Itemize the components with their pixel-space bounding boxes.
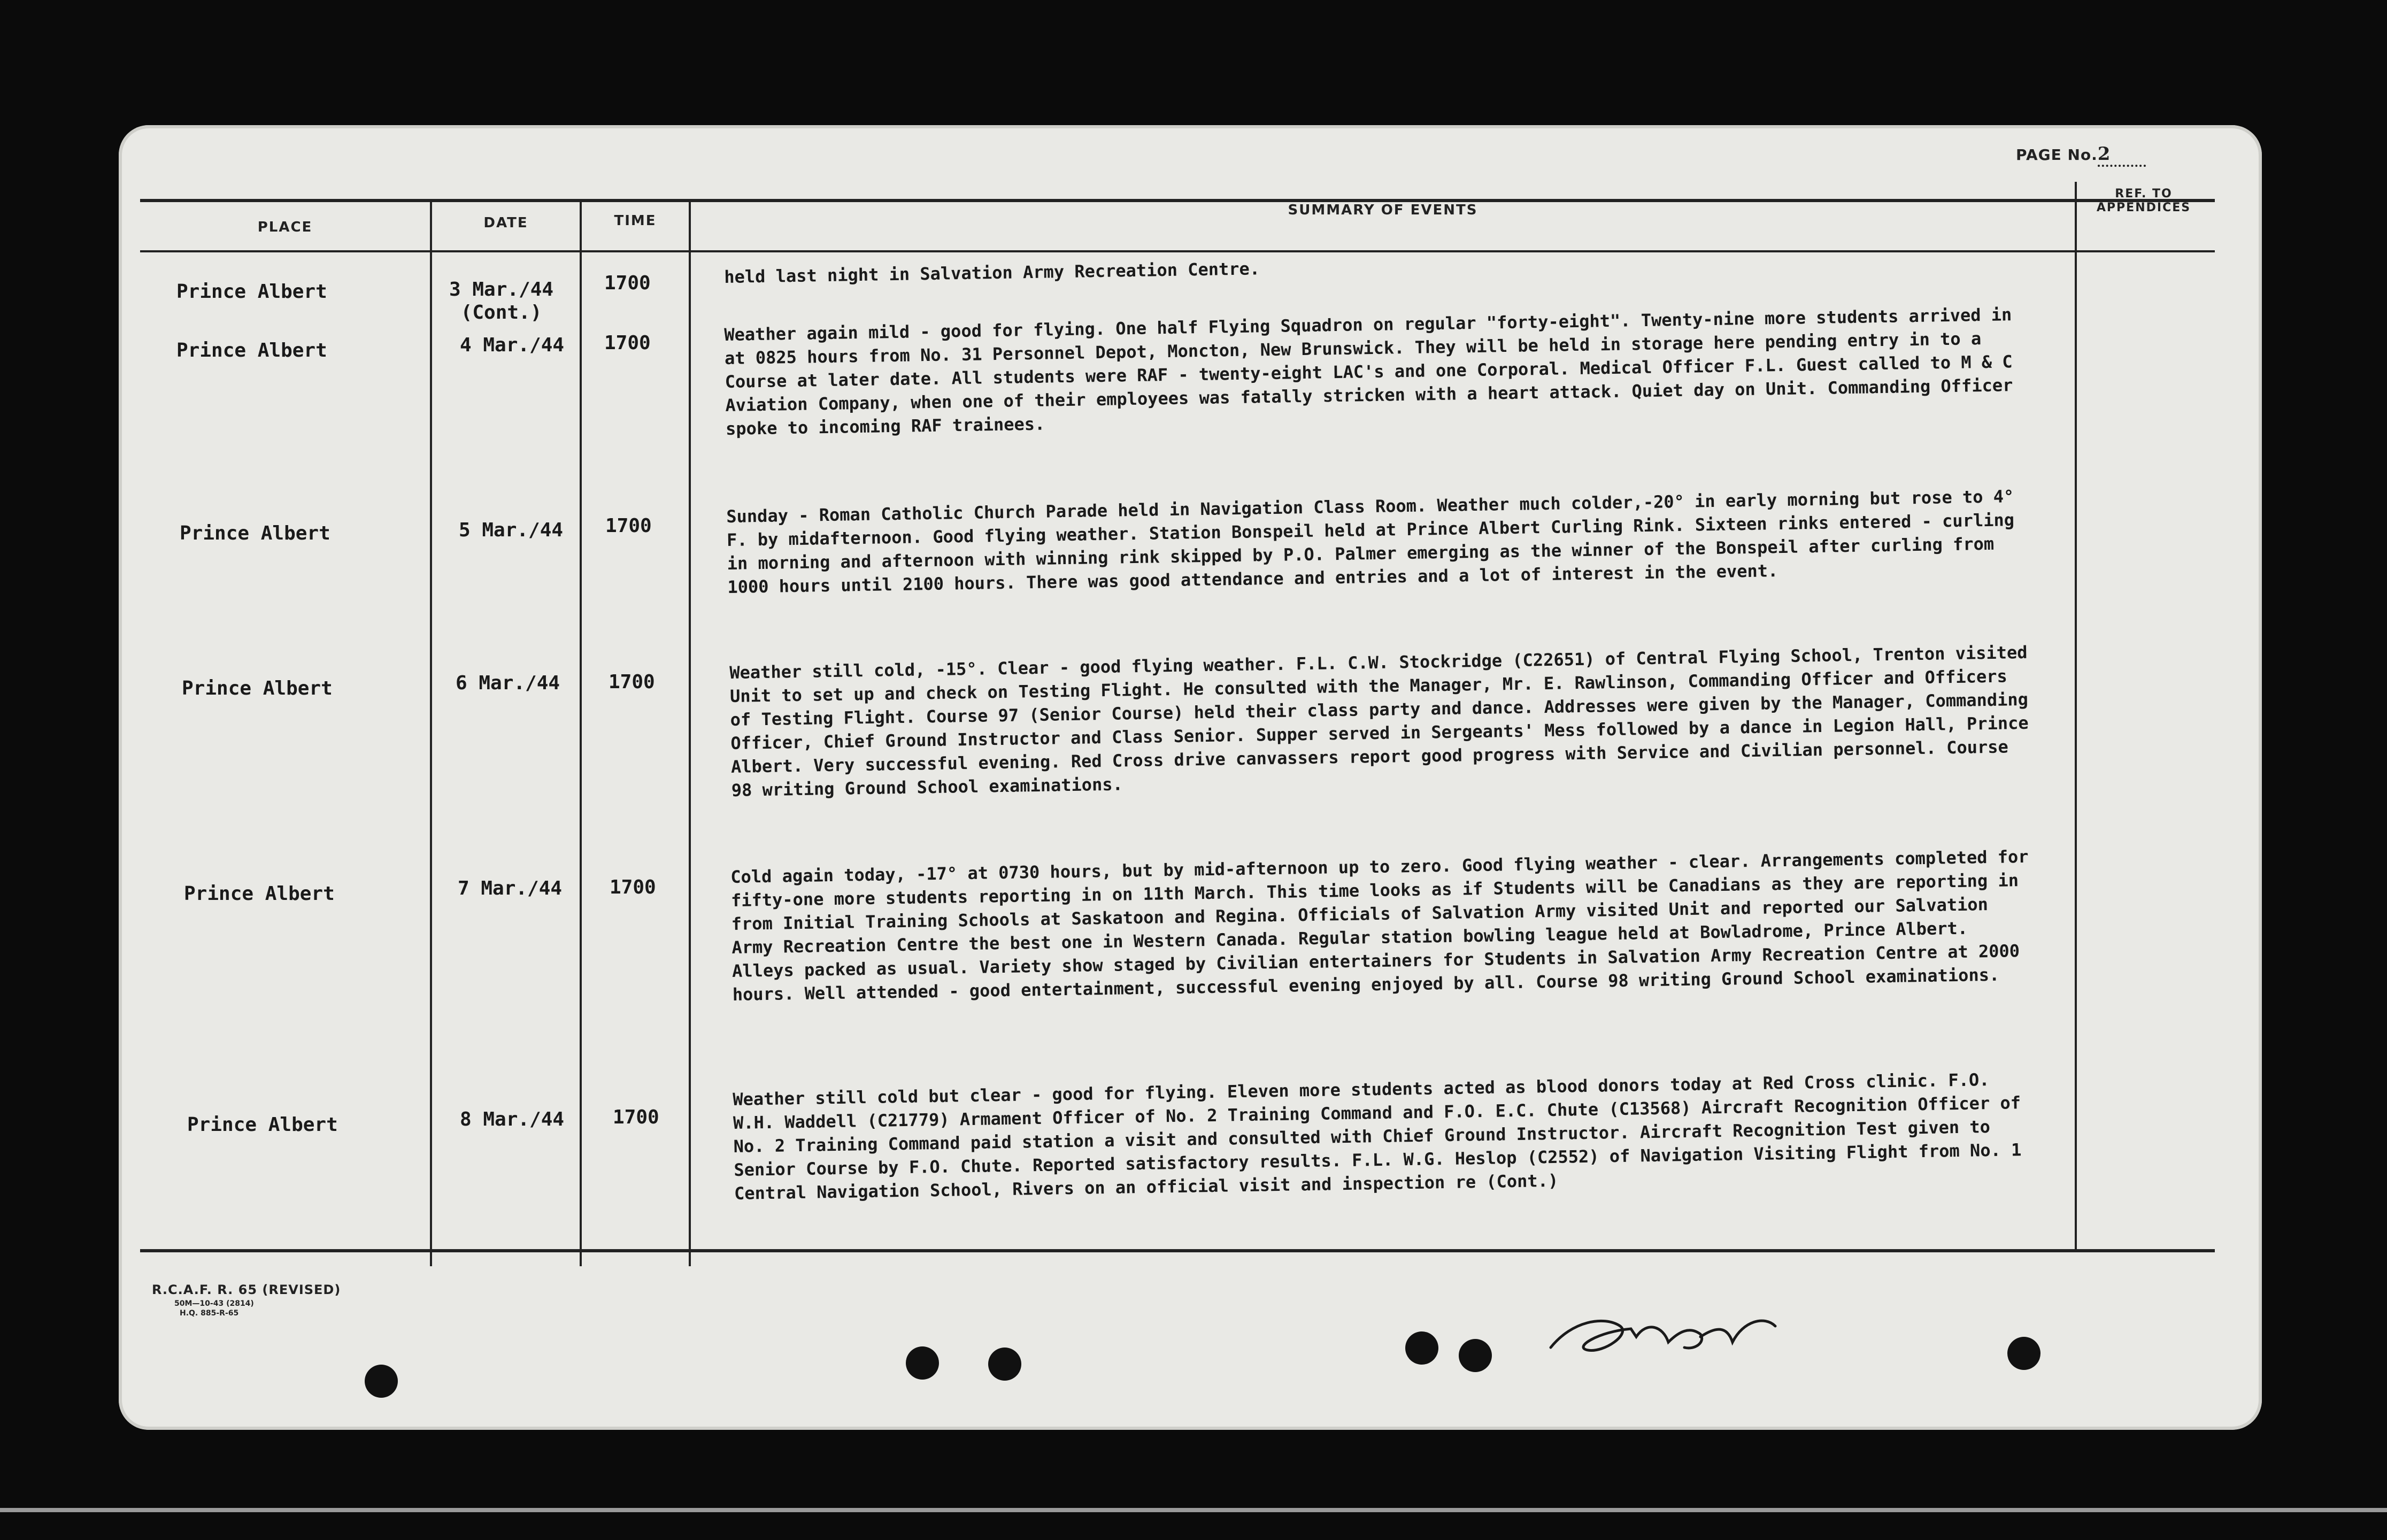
entry-date: 3 Mar./44 (Cont.) [449, 279, 554, 324]
entry-date: 4 Mar./44 [460, 334, 565, 356]
entry-summary: Sunday - Roman Catholic Church Parade held in Navigation Class Room. Weather much colder,-20° in early morning but rose to 4° F. by midafternoon. Good flying weather. Station Bonspeil held at Prince Albert Curling Rink. Sixteen rinks entered - curling in morning and afternoon with winning rink skipped by P.O. Palmer emerging as the winner of the Bonspeil after curling from 1000 hours until 2100 hours. There was good attendance and entries and a lot of interest in the event. [726, 486, 2015, 597]
form-print-run: 50M—10-43 (2814) [174, 1299, 254, 1308]
header-ref-appendices: REF. TO APPENDICES [2096, 187, 2191, 214]
entry-summary: held last night in Salvation Army Recreation Centre. [724, 258, 1260, 287]
entry-place: Prince Albert [176, 340, 327, 361]
header-place: PLACE [257, 219, 313, 235]
entry-place: Prince Albert [187, 1114, 338, 1136]
entry-place: Prince Albert [180, 522, 330, 544]
entry-time: 1700 [604, 332, 651, 354]
scanner-edge [0, 1508, 2387, 1512]
punch-hole [1459, 1339, 1492, 1372]
entry-time: 1700 [610, 876, 656, 898]
entry-time: 1700 [604, 272, 651, 294]
entry-date: 5 Mar./44 [459, 519, 564, 541]
form-identifier [152, 1282, 341, 1318]
form-number: R.C.A.F. R. 65 (REVISED) [152, 1282, 341, 1297]
entry-date: 8 Mar./44 [460, 1108, 565, 1130]
entry-time: 1700 [613, 1106, 659, 1128]
entry-time: 1700 [605, 515, 652, 537]
punch-hole [2007, 1337, 2040, 1370]
entry-summary: Weather still cold, -15°. Clear - good flying weather. F.L. C.W. Stockridge (C22651) of Central Flying School, Trenton visited Unit to set up and check on Testing Flight. He consulted with the Manager, Mr. E. Rawlinson, Commanding Officer and Officers of Testing Flight. Course 97 (Senior Course) held their class party and dance. Addresses were given by the Manager, Commanding Officer, Chief Ground Instructor and Class Senior. Supper served in Sergeants' Mess followed by a dance in Legion Hall, Prince Albert. Very successful evening. Red Cross drive canvassers report good progress with Service and Civilian personnel. Course 98 writing Ground School examinations. [729, 642, 2029, 800]
entry-summary: Cold again today, -17° at 0730 hours, but by mid-afternoon up to zero. Good flying weather - clear. Arrangements completed for fifty-one more students reporting in on 11th March. This time looks as if Students will be Canadians as they are reporting in from Initial Training Schools at Saskatoon and Regina. Officials of Salvation Army visited Unit and reported our Salvation Army Recreation Centre the best one in Western Canada. Regular station bowling league held at Bowladrome, Prince Albert. Alleys packed as usual. Variety show staged by Civilian entertainers for Students in Salvation Army Recreation Centre at 2000 hours. Well attended - good entertainment, successful evening enjoyed by all. Course 98 writing Ground School examinations. [730, 846, 2029, 1005]
entry-place: Prince Albert [176, 281, 327, 303]
table-bottom-rule [140, 1249, 2215, 1252]
punch-hole [365, 1365, 398, 1398]
entry-date: 7 Mar./44 [458, 877, 563, 899]
punch-hole [1405, 1331, 1438, 1365]
entry-place: Prince Albert [182, 677, 333, 699]
form-hq-ref: H.Q. 885-R-65 [180, 1309, 239, 1318]
page-number-value: 2 [2098, 143, 2146, 167]
page-number [2016, 143, 2146, 167]
col-divider-place-date [430, 199, 432, 1266]
header-date: DATE [483, 215, 528, 231]
entry-summary: Weather still cold but clear - good for flying. Eleven more students acted as blood donors today at Red Cross clinic. F.O. W.H. Waddell (C21779) Armament Officer of No. 2 Training Command and F.O. E.C. Chute (C13568) Aircraft Recognition Officer of No. 2 Training Command paid station a visit and consulted with Chief Ground Instructor. Aircraft Recognition Test given to Senior Course by F.O. Chute. Reported satisfactory results. F.L. W.G. Heslop (C2552) of Navigation Visiting Flight from No. 1 Central Navigation School, Rivers on an official visit and inspection re (Cont.) [733, 1069, 2022, 1204]
signature [1540, 1305, 1786, 1369]
punch-hole [988, 1348, 1021, 1381]
col-divider-date-time [580, 199, 582, 1266]
page-number-label: PAGE No. [2016, 146, 2098, 164]
entry-place: Prince Albert [184, 883, 335, 905]
punch-hole [906, 1346, 939, 1380]
header-time: TIME [614, 213, 657, 229]
entry-summary: Weather again mild - good for flying. One half Flying Squadron on regular "forty-eight". Twenty-nine more students arrived in at 0825 hours from No. 31 Personnel Depot, Moncton, New Brunswick. They will be held in storage here pending entry in to a Course at later date. All students were RAF - twenty-eight LAC's and one Corporal. Medical Officer F.L. Guest called to M & C Aviation Company, when one of their employees was fatally stricken with a heart attack. Quiet day on Unit. Commanding Officer spoke to incoming RAF trainees. [724, 304, 2013, 439]
entry-time: 1700 [609, 671, 655, 693]
col-divider-time-summary [689, 199, 691, 1266]
entry-date: 6 Mar./44 [456, 672, 560, 694]
header-summary: SUMMARY OF EVENTS [1288, 202, 1478, 218]
col-divider-summary-ref [2075, 182, 2077, 1249]
